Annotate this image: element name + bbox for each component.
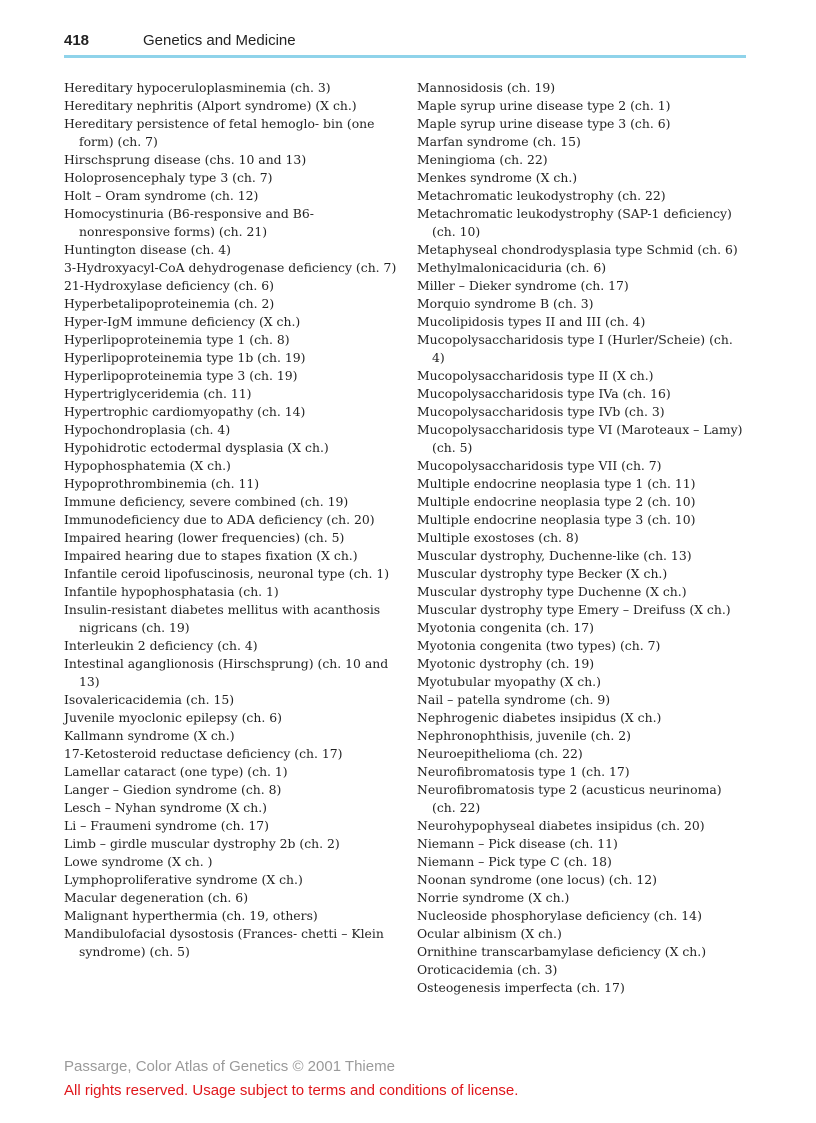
index-entry: Impaired hearing (lower frequencies) (ch. 5): [64, 530, 345, 545]
index-entry: Malignant hyperthermia (ch. 19, others): [64, 908, 318, 923]
index-entry: Muscular dystrophy, Duchenne-like (ch. 13): [417, 548, 692, 563]
index-entry: Maple syrup urine disease type 3 (ch. 6): [417, 116, 671, 131]
index-entry: Hereditary persistence of fetal hemoglo- bin (one form) (ch. 7): [64, 116, 375, 149]
index-entry: Metachromatic leukodystrophy (ch. 22): [417, 188, 666, 203]
copyright-credit: Passarge, Color Atlas of Genetics © 2001 Thieme: [64, 1058, 395, 1075]
index-entry: Morquio syndrome B (ch. 3): [417, 296, 594, 311]
index-entry: Limb – girdle muscular dystrophy 2b (ch. 2): [64, 836, 340, 851]
index-entry: Immunodeficiency due to ADA deficiency (ch. 20): [64, 512, 375, 527]
index-entry: Mucopolysaccharidosis type IVb (ch. 3): [417, 404, 665, 419]
index-entry: Infantile ceroid lipofuscinosis, neuronal type (ch. 1): [64, 566, 390, 581]
index-entry: Ocular albinism (X ch.): [417, 926, 562, 941]
index-entry: Neurofibromatosis type 2 (acusticus neurinoma) (ch. 22): [417, 782, 722, 815]
index-entry: 21-Hydroxylase deficiency (ch. 6): [64, 278, 275, 293]
index-entry: Marfan syndrome (ch. 15): [417, 134, 581, 149]
index-entry: Ornithine transcarbamylase deficiency (X ch.): [417, 944, 707, 959]
index-entry: Osteogenesis imperfecta (ch. 17): [417, 980, 625, 995]
index-entry: Mucopolysaccharidosis type II (X ch.): [417, 368, 654, 383]
index-entry: Intestinal aganglionosis (Hirschsprung) (ch. 10 and 13): [64, 656, 389, 689]
index-entry: Hypohidrotic ectodermal dysplasia (X ch.): [64, 440, 329, 455]
index-entry: Muscular dystrophy type Duchenne (X ch.): [417, 584, 687, 599]
index-entry: Oroticacidemia (ch. 3): [417, 962, 558, 977]
index-entry: Myotonia congenita (ch. 17): [417, 620, 594, 635]
index-entry: Nail – patella syndrome (ch. 9): [417, 692, 611, 707]
index-entry: Multiple endocrine neoplasia type 1 (ch. 11): [417, 476, 696, 491]
index-entry: Myotonia congenita (two types) (ch. 7): [417, 638, 661, 653]
index-entry: Hirschsprung disease (chs. 10 and 13): [64, 152, 307, 167]
index-entry: Myotubular myopathy (X ch.): [417, 674, 601, 689]
index-entry: Methylmalonicaciduria (ch. 6): [417, 260, 607, 275]
index-entry: Hypochondroplasia (ch. 4): [64, 422, 231, 437]
page-number: 418: [64, 32, 90, 49]
index-entry: Metaphyseal chondrodysplasia type Schmid (ch. 6): [417, 242, 738, 257]
index-entry: Multiple endocrine neoplasia type 2 (ch. 10): [417, 494, 696, 509]
index-entry: Nephrogenic diabetes insipidus (X ch.): [417, 710, 662, 725]
index-entry: Hypophosphatemia (X ch.): [64, 458, 231, 473]
index-entry: Mucopolysaccharidosis type I (Hurler/Scheie) (ch. 4): [417, 332, 733, 365]
index-entry: Multiple endocrine neoplasia type 3 (ch. 10): [417, 512, 696, 527]
index-entry: Mucopolysaccharidosis type VII (ch. 7): [417, 458, 662, 473]
running-title: Genetics and Medicine: [143, 32, 296, 49]
index-entry: Holt – Oram syndrome (ch. 12): [64, 188, 259, 203]
index-entry: Mandibulofacial dysostosis (Frances- chetti – Klein syndrome) (ch. 5): [64, 926, 384, 959]
index-entry: Nephronophthisis, juvenile (ch. 2): [417, 728, 631, 743]
index-entry: Hereditary hypoceruloplasminemia (ch. 3): [64, 80, 331, 95]
index-entry: Kallmann syndrome (X ch.): [64, 728, 235, 743]
index-entry: Hypoprothrombinemia (ch. 11): [64, 476, 260, 491]
index-entry: Maple syrup urine disease type 2 (ch. 1): [417, 98, 671, 113]
index-entry: Li – Fraumeni syndrome (ch. 17): [64, 818, 270, 833]
page-header: [64, 32, 746, 54]
header-rule: [64, 55, 746, 58]
index-entry: Hyperlipoproteinemia type 1b (ch. 19): [64, 350, 306, 365]
index-entry: Mucopolysaccharidosis type IVa (ch. 16): [417, 386, 671, 401]
index-entry: Muscular dystrophy type Emery – Dreifuss (X ch.): [417, 602, 731, 617]
index-entry: Metachromatic leukodystrophy (SAP-1 deficiency) (ch. 10): [417, 206, 732, 239]
index-entry: Impaired hearing due to stapes fixation (X ch.): [64, 548, 358, 563]
index-entry: Multiple exostoses (ch. 8): [417, 530, 579, 545]
license-notice: All rights reserved. Usage subject to terms and conditions of license.: [64, 1082, 519, 1099]
index-entry: Mucolipidosis types II and III (ch. 4): [417, 314, 646, 329]
index-entry: Myotonic dystrophy (ch. 19): [417, 656, 595, 671]
index-entry: Niemann – Pick disease (ch. 11): [417, 836, 618, 851]
index-entry: Lesch – Nyhan syndrome (X ch.): [64, 800, 267, 815]
index-entry: Juvenile myoclonic epilepsy (ch. 6): [64, 710, 282, 725]
index-entry: Homocystinuria (B6-responsive and B6-nonresponsive forms) (ch. 21): [64, 206, 314, 239]
index-entry: Lymphoproliferative syndrome (X ch.): [64, 872, 303, 887]
index-entry: Lowe syndrome (X ch. ): [64, 854, 213, 869]
index-column-left: [64, 79, 404, 961]
index-entry: Huntington disease (ch. 4): [64, 242, 231, 257]
index-entry: Neurofibromatosis type 1 (ch. 17): [417, 764, 630, 779]
index-entry: Noonan syndrome (one locus) (ch. 12): [417, 872, 657, 887]
index-entry: Isovalericacidemia (ch. 15): [64, 692, 235, 707]
index-entry: Mannosidosis (ch. 19): [417, 80, 556, 95]
index-entry: Langer – Giedion syndrome (ch. 8): [64, 782, 282, 797]
index-entry: Hyperlipoproteinemia type 3 (ch. 19): [64, 368, 298, 383]
index-entry: Norrie syndrome (X ch.): [417, 890, 570, 905]
index-entry: Niemann – Pick type C (ch. 18): [417, 854, 612, 869]
index-entry: Infantile hypophosphatasia (ch. 1): [64, 584, 279, 599]
index-entry: Immune deficiency, severe combined (ch. 19): [64, 494, 349, 509]
index-entry: Macular degeneration (ch. 6): [64, 890, 249, 905]
index-entry: Hypertriglyceridemia (ch. 11): [64, 386, 252, 401]
index-entry: Neuroepithelioma (ch. 22): [417, 746, 583, 761]
index-entry: Menkes syndrome (X ch.): [417, 170, 578, 185]
index-entry: Lamellar cataract (one type) (ch. 1): [64, 764, 288, 779]
index-entry: Muscular dystrophy type Becker (X ch.): [417, 566, 668, 581]
index-entry: Holoprosencephaly type 3 (ch. 7): [64, 170, 273, 185]
index-entry: Nucleoside phosphorylase deficiency (ch. 14): [417, 908, 702, 923]
index-entry: Mucopolysaccharidosis type VI (Maroteaux – Lamy) (ch. 5): [417, 422, 743, 455]
index-entry: Neurohypophyseal diabetes insipidus (ch. 20): [417, 818, 705, 833]
index-entry: Meningioma (ch. 22): [417, 152, 548, 167]
index-entry: Interleukin 2 deficiency (ch. 4): [64, 638, 258, 653]
index-entry: Insulin-resistant diabetes mellitus with acanthosis nigricans (ch. 19): [64, 602, 381, 635]
index-entry: Hyperlipoproteinemia type 1 (ch. 8): [64, 332, 290, 347]
index-entry: Hereditary nephritis (Alport syndrome) (X ch.): [64, 98, 357, 113]
index-entry: Hyperbetalipoproteinemia (ch. 2): [64, 296, 275, 311]
index-entry: Hyper-IgM immune deficiency (X ch.): [64, 314, 301, 329]
index-entry: Hypertrophic cardiomyopathy (ch. 14): [64, 404, 306, 419]
index-entry: Miller – Dieker syndrome (ch. 17): [417, 278, 629, 293]
index-column-right: [417, 79, 747, 997]
index-entry: 17-Ketosteroid reductase deficiency (ch. 17): [64, 746, 343, 761]
index-entry: 3-Hydroxyacyl-CoA dehydrogenase deficiency (ch. 7): [64, 260, 397, 275]
